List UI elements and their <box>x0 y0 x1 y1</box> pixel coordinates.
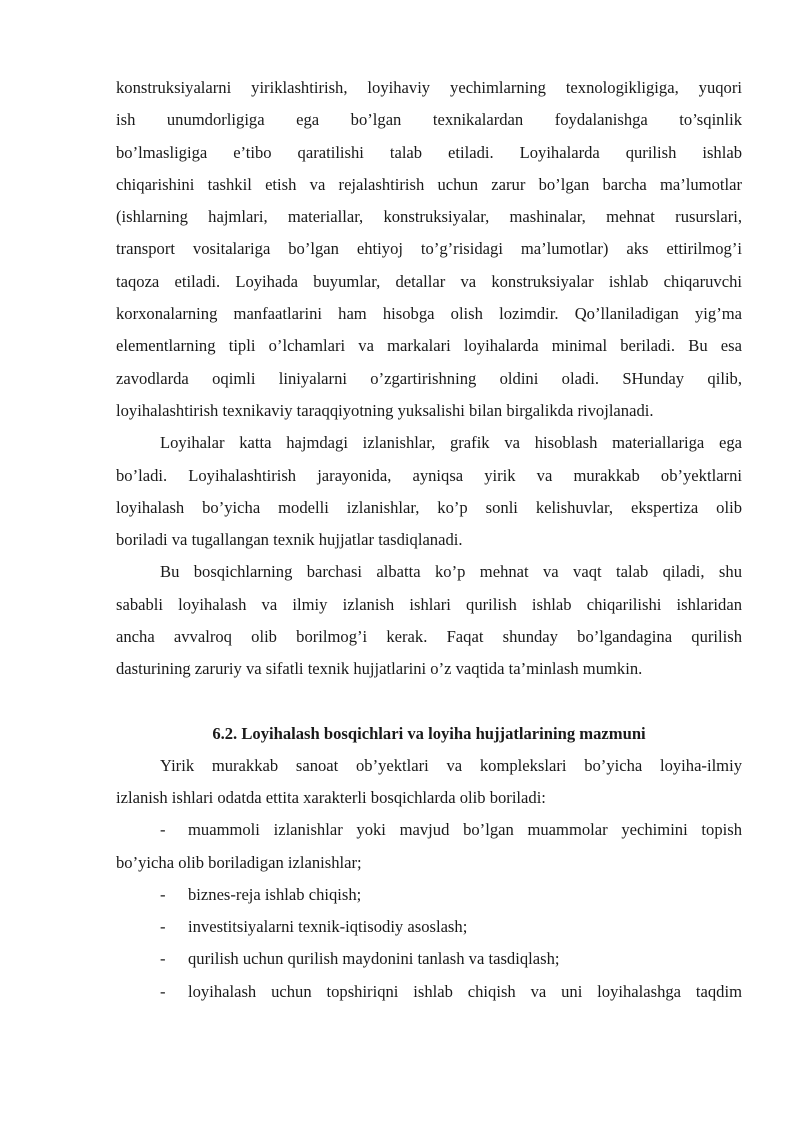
section-heading: 6.2. Loyihalash bosqichlari va loyiha hujjatlarining mazmuni <box>212 723 646 743</box>
list-item-text: qurilish uchun qurilish maydonini tanlash va tasdiqlash; <box>188 949 560 969</box>
bullet-dash: - <box>160 949 166 969</box>
document-page <box>116 72 742 1008</box>
spacer <box>116 686 742 718</box>
text-line: Loyihalar katta hajmdagi izlanishlar, grafik va hisoblash materiallariga ega <box>160 433 742 453</box>
text-line: loyihalash bo’yicha modelli izlanishlar, ko’p sonli kelishuvlar, ekspertiza olib <box>116 497 742 517</box>
list-item-text: muammoli izlanishlar yoki mavjud bo’lgan muammolar yechimini topish <box>188 820 742 840</box>
text-line: izlanish ishlari odatda ettita xarakterli bosqichlarda olib boriladi: <box>116 787 546 807</box>
paragraph-2 <box>116 427 742 556</box>
text-line: bo’ladi. Loyihalashtirish jarayonida, ayniqsa yirik va murakkab ob’yektlarni <box>116 465 742 485</box>
list-item-continuation: bo’yicha olib boriladigan izlanishlar; <box>116 852 362 872</box>
bullet-dash: - <box>160 917 166 937</box>
text-line: Yirik murakkab sanoat ob’yektlari va komplekslari bo’yicha loyiha-ilmiy <box>160 755 742 775</box>
text-line: bo’lmasligiga e’tibo qaratilishi talab etiladi. Loyihalarda qurilish ishlab <box>116 142 742 162</box>
paragraph-4 <box>116 750 742 815</box>
stage-list <box>116 814 742 1008</box>
list-item <box>116 976 742 1008</box>
list-item-text: loyihalash uchun topshiriqni ishlab chiqish va uni loyihalashga taqdim <box>188 981 742 1001</box>
bullet-dash: - <box>160 884 166 904</box>
paragraph-3 <box>116 556 742 685</box>
text-line: taqoza etiladi. Loyihada buyumlar, detallar va konstruksiyalar ishlab chiqaruvchi <box>116 271 742 291</box>
list-item-text: biznes-reja ishlab chiqish; <box>188 884 362 904</box>
list-item <box>116 943 742 975</box>
text-line: ancha avvalroq olib borilmog’i kerak. Faqat shunday bo’lgandagina qurilish <box>116 627 742 647</box>
text-line: korxonalarning manfaatlarini ham hisobga olish lozimdir. Qo’llaniladigan yig’ma <box>116 304 742 324</box>
list-item <box>116 814 742 846</box>
text-line: (ishlarning hajmlari, materiallar, konstruksiyalar, mashinalar, mehnat rusurslari, <box>116 207 742 227</box>
text-line: sababli loyihalash va ilmiy izlanish ishlari qurilish ishlab chiqarilishi ishlaridan <box>116 594 742 614</box>
text-line: elementlarning tipli o’lchamlari va markalari loyihalarda minimal beriladi. Bu esa <box>116 336 742 356</box>
paragraph-1 <box>116 72 742 427</box>
text-line: transport vositalariga bo’lgan ehtiyoj to’g’risidagi ma’lumotlar) aks ettirilmog’i <box>116 239 742 259</box>
text-line: loyihalashtirish texnikaviy taraqqiyotning yuksalishi bilan birgalikda rivojlanadi. <box>116 400 654 420</box>
bullet-dash: - <box>160 981 166 1001</box>
text-line: konstruksiyalarni yiriklashtirish, loyihaviy yechimlarning texnologikligiga, yuqori <box>116 78 742 97</box>
text-line: boriladi va tugallangan texnik hujjatlar tasdiqlanadi. <box>116 530 463 550</box>
list-item <box>116 911 742 943</box>
text-line: ish unumdorligiga ega bo’lgan texnikalardan foydalanishga to’sqinlik <box>116 110 742 130</box>
text-line: Bu bosqichlarning barchasi albatta ko’p mehnat va vaqt talab qiladi, shu <box>160 562 742 582</box>
bullet-dash: - <box>160 820 166 840</box>
list-item <box>116 879 742 911</box>
text-line: dasturining zaruriy va sifatli texnik hujjatlarini o’z vaqtida ta’minlash mumkin. <box>116 659 643 679</box>
text-line: chiqarishini tashkil etish va rejalashtirish uchun zarur bo’lgan barcha ma’lumotlar <box>116 174 742 194</box>
list-item-text: investitsiyalarni texnik-iqtisodiy asoslash; <box>188 917 468 937</box>
text-line: zavodlarda oqimli liniyalarni o’zgartirishning oldini oladi. SHunday qilib, <box>116 368 742 388</box>
